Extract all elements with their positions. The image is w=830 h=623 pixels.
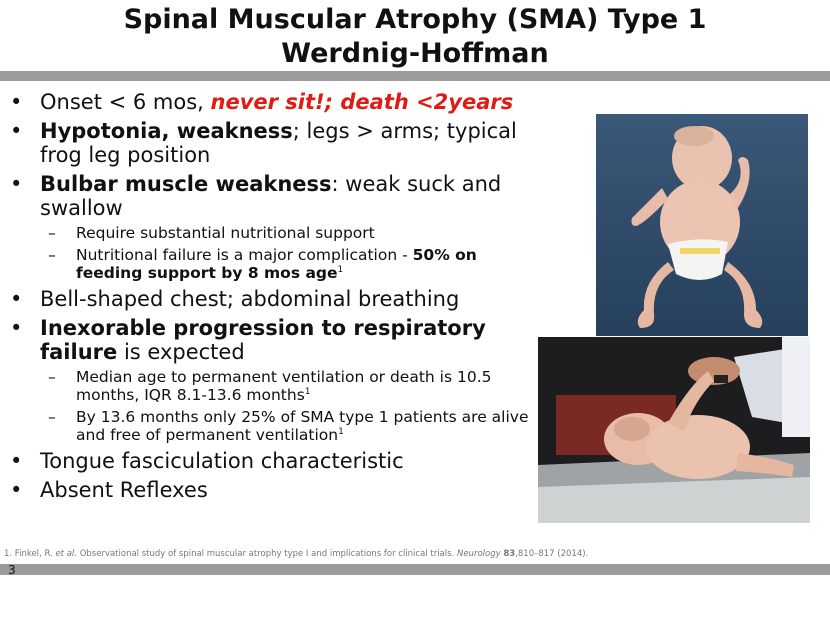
- dash-mark: –: [48, 368, 56, 386]
- bullet-list: [6, 90, 536, 507]
- infant-supine-illustration: [596, 114, 808, 336]
- bullet-dot: •: [10, 316, 23, 340]
- bullet-reflexes: • Absent Reflexes: [10, 478, 208, 502]
- sub-bullet-nutrition-support: – Require substantial nutritional support: [48, 224, 375, 242]
- bullet-dot: •: [10, 287, 23, 311]
- bullet-dot: •: [10, 90, 23, 114]
- title-line-1: Spinal Muscular Atrophy (SMA) Type 1: [123, 4, 707, 35]
- bullet-hypotonia: • Hypotonia, weakness; legs > arms; typical frog leg position: [10, 119, 517, 167]
- sub-bullet-nutrition-failure: – Nutritional failure is a major complication - 50% on feeding support by 8 mos age$^1$: [48, 246, 477, 282]
- red-emphasis: never sit!; death <2years: [210, 90, 514, 114]
- bullet-bulbar: • Bulbar muscle weakness: weak suck and swallow – Require substantial nutritional support – Nutritional failure is a major complication - 50% on feeding support by 8 mos age$^1$: [6, 172, 536, 282]
- bullet-dot: •: [10, 119, 23, 143]
- infant-exam-photo: [538, 337, 810, 523]
- bullet-bell-chest: • Bell-shaped chest; abdominal breathing: [10, 287, 460, 311]
- bullet-dot: •: [10, 172, 23, 196]
- page-number: 3: [8, 563, 16, 577]
- dash-mark: –: [48, 224, 56, 242]
- bottom-divider: [0, 564, 830, 575]
- bullet-tongue: • Tongue fasciculation characteristic: [10, 449, 404, 473]
- slide-title: [0, 3, 830, 71]
- bullet-onset: • Onset < 6 mos, never sit!; death <2years: [10, 90, 514, 114]
- bullet-respiratory: • Inexorable progression to respiratory failure is expected – Median age to permanent ventilation or death is 10.5 months, IQR 8.1-13.6 months$^1$ – By 13.6 months only 25% of SMA type 1 patients are alive and free of permanent ventilation$^1$: [6, 316, 536, 444]
- sub-bullet-survival: – By 13.6 months only 25% of SMA type 1 patients are alive and free of permanent ventilation$^1$: [48, 408, 529, 444]
- dash-mark: –: [48, 408, 56, 426]
- bullet-dot: •: [10, 449, 23, 473]
- title-line-2: Werdnig-Hoffman: [281, 38, 549, 69]
- footnote-citation: 1. Finkel, R. et al. Observational study of spinal muscular atrophy type I and implications for clinical trials. Neurology 83,810–817 (2014).: [4, 549, 589, 559]
- infant-supine-photo: [596, 114, 808, 336]
- sub-bullet-median-age: – Median age to permanent ventilation or death is 10.5 months, IQR 8.1-13.6 months$^1$: [48, 368, 492, 404]
- dash-mark: –: [48, 246, 56, 264]
- infant-exam-illustration: [538, 337, 810, 523]
- top-divider: [0, 71, 830, 81]
- bullet-dot: •: [10, 478, 23, 502]
